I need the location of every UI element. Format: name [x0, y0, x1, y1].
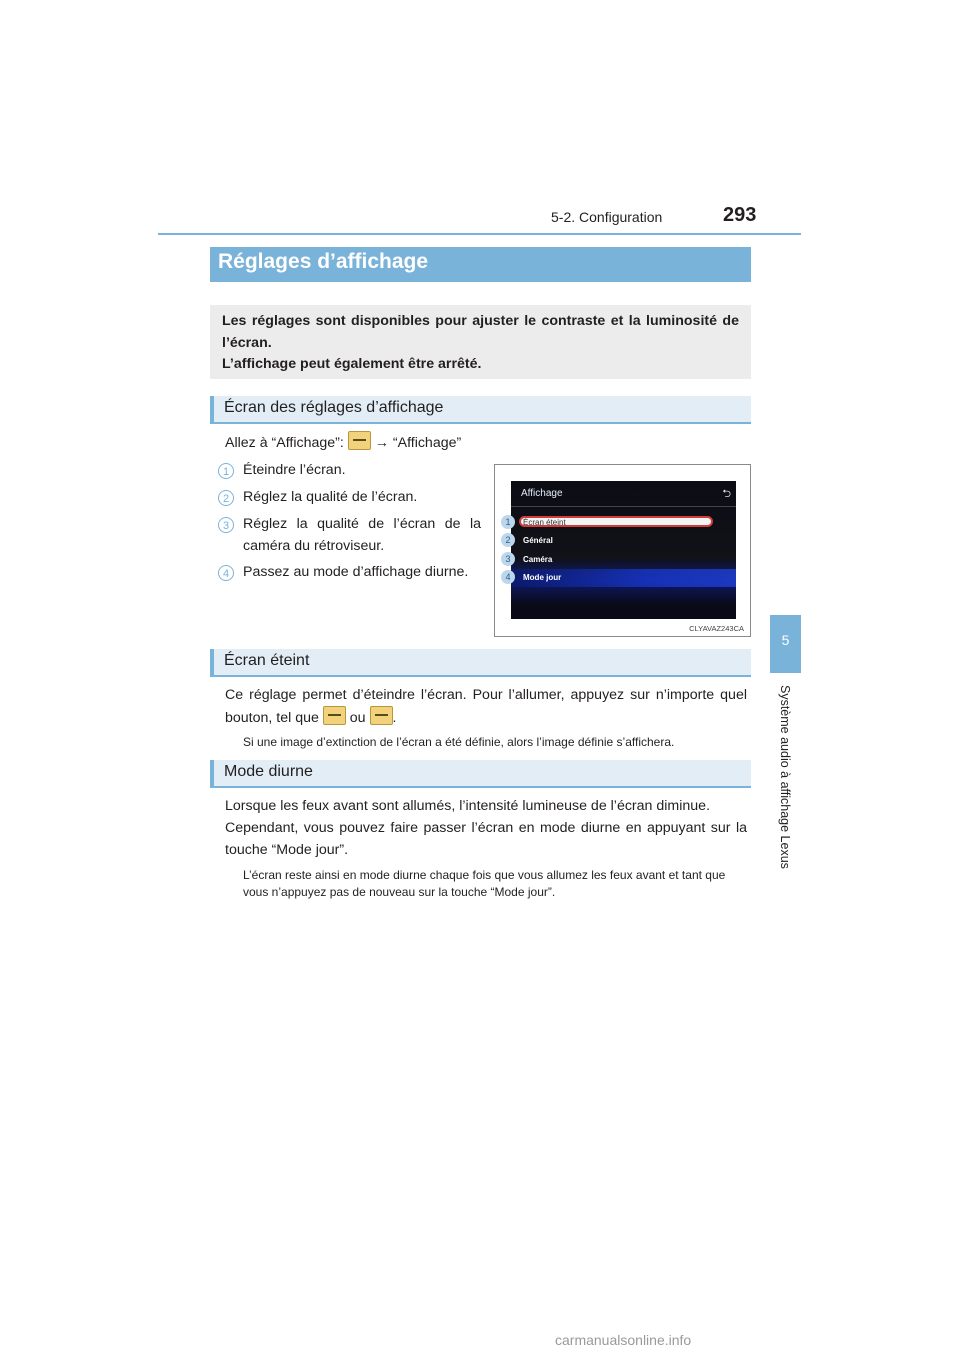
figure-marker-4: 4 — [501, 570, 515, 584]
chapter-title-vertical — [770, 685, 801, 895]
navigation-path — [225, 431, 461, 454]
day-mode-text-2: Cependant, vous pouvez faire passer l’écran en mode diurne en appuyant sur la touche “Mode jour”. — [225, 820, 747, 858]
section-heading-screen — [210, 396, 751, 424]
section-heading-off — [210, 649, 751, 677]
nav-prefix: Allez à “Affichage”: — [225, 435, 344, 451]
item-1 — [218, 462, 234, 480]
screen-off-end: . — [392, 710, 397, 726]
item-number: 2 — [218, 490, 234, 506]
chapter-title: Système audio à affichage Lexus — [777, 685, 792, 869]
screen-title: Affichage — [521, 488, 563, 499]
day-mode-text-1: Lorsque les feux avant sont allumés, l’intensité lumineuse de l’écran diminue. — [225, 798, 711, 814]
menu-item-general: Général — [523, 536, 553, 545]
item-number: 4 — [218, 565, 234, 581]
intro-line-1: Les réglages sont disponibles pour ajuster le contraste et la luminosité de l’écran. — [222, 313, 739, 351]
menu-item-camera: Caméra — [523, 555, 553, 564]
header-rule — [158, 233, 801, 235]
header-section: 5-2. Configuration — [551, 209, 663, 225]
figure-marker-2: 2 — [501, 533, 515, 547]
watermark: carmanualsonline.info — [555, 1332, 692, 1348]
item-2 — [218, 489, 234, 507]
menu-button-icon — [348, 431, 371, 450]
nav-arrow: → — [374, 435, 389, 451]
back-arrow-icon: ⮌ — [722, 488, 731, 500]
intro-box — [210, 305, 751, 379]
intro-line-2: L’affichage peut également être arrêté. — [222, 356, 482, 372]
screen-off-or: ou — [349, 710, 366, 726]
screen — [511, 481, 736, 619]
audio-button-icon — [323, 706, 346, 725]
item-4-text: Passez au mode d’affichage diurne. — [243, 564, 469, 580]
item-1-text: Éteindre l’écran. — [243, 462, 346, 478]
figure-code: CLYAVAZ243CA — [689, 624, 744, 633]
menu-item-day-mode: Mode jour — [523, 573, 562, 582]
item-number: 3 — [218, 517, 234, 533]
item-3-text: Réglez la qualité de l’écran de la caméra du rétroviseur. — [243, 516, 481, 554]
figure-marker-3: 3 — [501, 552, 515, 566]
chapter-tab — [770, 615, 801, 673]
screen-off-note: Si une image d’extinction de l’écran a été définie, alors l’image définie s’affichera. — [243, 735, 675, 749]
item-4 — [218, 564, 234, 582]
display-settings-screenshot — [494, 464, 751, 637]
chapter-number: 5 — [781, 632, 790, 648]
section-heading-day — [210, 760, 751, 788]
item-2-text: Réglez la qualité de l’écran. — [243, 489, 418, 505]
section-heading-day-text: Mode diurne — [224, 763, 313, 780]
page-title-bar — [210, 247, 751, 282]
nav-suffix: “Affichage” — [392, 435, 462, 451]
item-3 — [218, 516, 234, 534]
screen-off-text: Ce réglage permet d’éteindre l’écran. Pour l’allumer, appuyez sur n’importe quel bouton, tel que — [225, 687, 747, 726]
screen-divider — [511, 506, 736, 507]
item-number: 1 — [218, 463, 234, 479]
page-title: Réglages d’affichage — [218, 250, 429, 273]
section-heading-off-text: Écran éteint — [224, 652, 310, 669]
menu-button-icon — [370, 706, 393, 725]
page-number: 293 — [723, 204, 757, 226]
day-mode-note: L’écran reste ainsi en mode diurne chaque fois que vous allumez les feux avant et tant que vous n’appuyez pas de nouveau sur la touche “Mode jour”. — [243, 868, 726, 899]
menu-item-screen-off: Écran éteint — [523, 518, 566, 527]
section-heading-screen-text: Écran des réglages d’affichage — [224, 399, 444, 416]
figure-marker-1: 1 — [501, 515, 515, 529]
screen-off-paragraph — [225, 684, 747, 729]
